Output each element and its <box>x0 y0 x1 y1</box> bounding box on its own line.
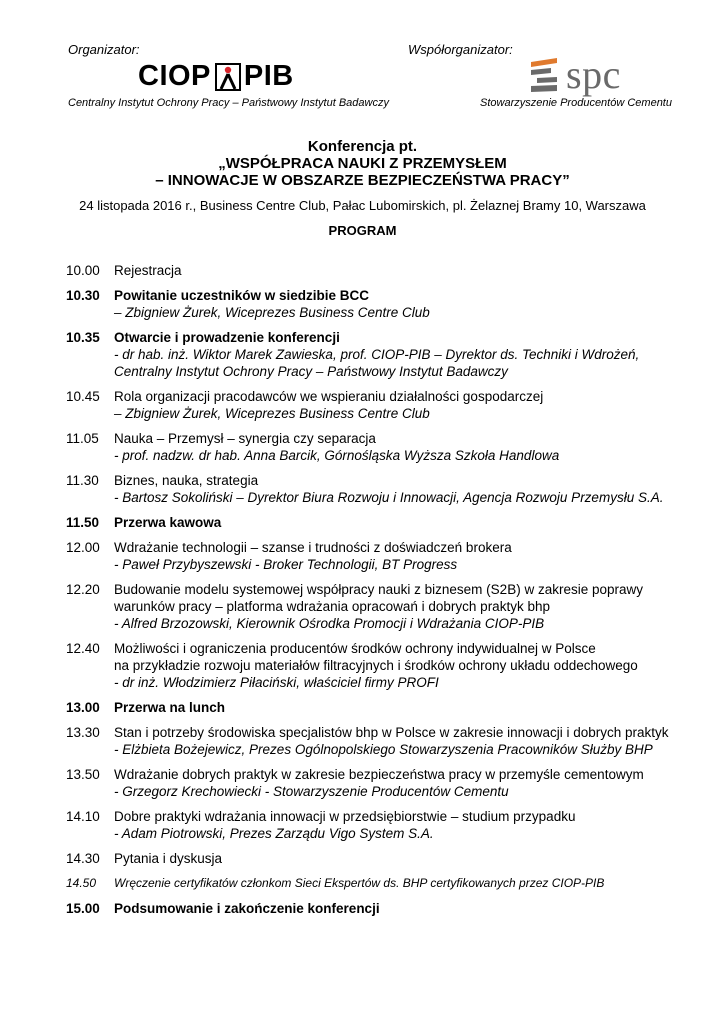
agenda-time: 10.45 <box>66 389 100 404</box>
ciop-person-icon <box>215 63 241 91</box>
agenda-item <box>66 581 686 632</box>
organizer-label: Organizator: <box>68 42 140 57</box>
agenda-item <box>66 514 686 531</box>
agenda-body <box>114 900 686 917</box>
agenda-topic: Biznes, nauka, strategia <box>114 473 259 488</box>
coorganizer-label: Współorganizator: <box>408 42 513 57</box>
agenda-speaker: - prof. nadzw. dr hab. Anna Barcik, Górnośląska Wyższa Szkoła Handlowa <box>114 448 560 463</box>
agenda-item <box>66 699 686 716</box>
agenda-speaker: - Adam Piotrowski, Prezes Zarządu Vigo System S.A. <box>114 826 434 841</box>
agenda-speaker: - dr inż. Włodzimierz Piłaciński, właściciel firmy PROFI <box>114 675 439 690</box>
agenda-time: 15.00 <box>66 901 100 916</box>
pib-logo-text: PIB <box>243 60 294 92</box>
agenda-item <box>66 640 686 691</box>
agenda-body <box>114 539 686 573</box>
agenda-speaker: - Bartosz Sokoliński – Dyrektor Biura Rozwoju i Innowacji, Agencja Rozwoju Przemysłu S.A. <box>114 490 664 505</box>
agenda-item <box>66 388 686 422</box>
agenda-item <box>66 472 686 506</box>
agenda-time: 10.00 <box>66 263 100 278</box>
agenda-item <box>66 430 686 464</box>
agenda-time: 11.05 <box>66 431 99 446</box>
agenda-body <box>114 472 686 506</box>
agenda-topic: Powitanie uczestników w siedzibie BCC <box>114 288 370 303</box>
agenda-topic: Wdrażanie dobrych praktyk w zakresie bezpieczeństwa pracy w przemyśle cementowym <box>114 767 644 782</box>
agenda-body <box>114 875 686 892</box>
conference-title <box>0 138 725 189</box>
agenda-item <box>66 539 686 573</box>
agenda-time: 11.50 <box>66 515 100 530</box>
agenda-speaker: - Grzegorz Krechowiecki - Stowarzyszenie Producentów Cementu <box>114 784 509 799</box>
agenda-time: 10.30 <box>66 288 100 303</box>
agenda-item <box>66 850 686 867</box>
agenda-topic: Wręczenie certyfikatów członkom Sieci Ekspertów ds. BHP certyfikowanych przez CIOP-PIB <box>114 876 605 890</box>
agenda-item <box>66 875 686 892</box>
spc-logo <box>527 52 621 97</box>
agenda-body <box>114 430 686 464</box>
agenda-topic: Dobre praktyki wdrażania innowacji w przedsiębiorstwie – studium przypadku <box>114 809 576 824</box>
agenda-body <box>114 766 686 800</box>
agenda-time: 12.40 <box>66 641 100 656</box>
agenda-topic: Pytania i dyskusja <box>114 851 223 866</box>
agenda-item <box>66 900 686 917</box>
agenda-list <box>66 262 686 925</box>
agenda-item <box>66 262 686 279</box>
agenda-body <box>114 262 686 279</box>
agenda-time: 11.30 <box>66 473 99 488</box>
agenda-topic: na przykładzie rozwoju materiałów filtracyjnych i środków ochrony układu oddechowego <box>114 658 638 673</box>
agenda-body <box>114 850 686 867</box>
agenda-body <box>114 514 686 531</box>
agenda-speaker: - Alfred Brzozowski, Kierownik Ośrodka Promocji i Wdrażania CIOP-PIB <box>114 616 545 631</box>
agenda-speaker: - dr hab. inż. Wiktor Marek Zawieska, prof. CIOP-PIB – Dyrektor ds. Techniki i Wdrożeń, <box>114 347 640 362</box>
agenda-speaker: – Zbigniew Żurek, Wiceprezes Business Centre Club <box>114 305 430 320</box>
agenda-topic: Nauka – Przemysł – synergia czy separacja <box>114 431 376 446</box>
agenda-speaker: – Zbigniew Żurek, Wiceprezes Business Centre Club <box>114 406 430 421</box>
agenda-topic: Stan i potrzeby środowiska specjalistów bhp w Polsce w zakresie innowacji i dobrych praktyk <box>114 725 669 740</box>
agenda-item <box>66 724 686 758</box>
agenda-topic: Otwarcie i prowadzenie konferencji <box>114 330 340 345</box>
agenda-topic: Możliwości i ograniczenia producentów środków ochrony indywidualnej w Polsce <box>114 641 596 656</box>
spc-logo-text: spc <box>566 52 621 97</box>
agenda-time: 13.30 <box>66 725 100 740</box>
agenda-speaker: - Paweł Przybyszewski - Broker Technologii, BT Progress <box>114 557 458 572</box>
agenda-item <box>66 287 686 321</box>
agenda-speaker: - Elżbieta Bożejewicz, Prezes Ogólnopolskiego Stowarzyszenia Pracowników Służby BHP <box>114 742 653 757</box>
agenda-time: 14.30 <box>66 851 100 866</box>
agenda-topic: Przerwa na lunch <box>114 700 226 715</box>
program-heading: PROGRAM <box>328 223 397 238</box>
agenda-body <box>114 329 686 380</box>
agenda-topic: Wdrażanie technologii – szanse i trudności z doświadczeń brokera <box>114 540 512 555</box>
agenda-body <box>114 287 686 321</box>
agenda-time: 14.10 <box>66 809 100 824</box>
agenda-item <box>66 766 686 800</box>
date-location: 24 listopada 2016 r., Business Centre Club, Pałac Lubomirskich, pl. Żelaznej Bramy 10, Warszawa <box>79 198 646 213</box>
agenda-time: 13.00 <box>66 700 100 715</box>
agenda-body <box>114 581 686 632</box>
agenda-topic: Przerwa kawowa <box>114 515 222 530</box>
agenda-body <box>114 808 686 842</box>
spc-stack-icon <box>527 56 563 94</box>
agenda-topic: Rola organizacji pracodawców we wspieraniu działalności gospodarczej <box>114 389 544 404</box>
title-line: Konferencja pt. <box>307 138 418 155</box>
agenda-item <box>66 329 686 380</box>
agenda-body <box>114 724 686 758</box>
coorganizer-full-name: Stowarzyszenie Producentów Cementu <box>480 97 672 109</box>
ciop-pib-logo <box>138 62 294 91</box>
agenda-body <box>114 640 686 691</box>
agenda-topic: Podsumowanie i zakończenie konferencji <box>114 901 380 916</box>
agenda-time: 14.50 <box>66 876 97 890</box>
agenda-speaker: Centralny Instytut Ochrony Pracy – Państwowy Instytut Badawczy <box>114 364 508 379</box>
agenda-topic: warunków pracy – platforma wdrażania opracowań i dobrych praktyk bhp <box>114 599 550 614</box>
agenda-time: 12.20 <box>66 582 100 597</box>
agenda-time: 12.00 <box>66 540 100 555</box>
agenda-body <box>114 388 686 422</box>
ciop-logo-text: CIOP <box>138 60 211 92</box>
title-line: „WSPÓŁPRACA NAUKI Z PRZEMYSŁEM <box>218 155 507 172</box>
organizer-full-name: Centralny Instytut Ochrony Pracy – Państwowy Instytut Badawczy <box>68 97 389 109</box>
agenda-topic: Rejestracja <box>114 263 182 278</box>
agenda-time: 13.50 <box>66 767 100 782</box>
title-line: – INNOWACJE W OBSZARZE BEZPIECZEŃSTWA PRACY” <box>155 172 570 189</box>
agenda-item <box>66 808 686 842</box>
agenda-time: 10.35 <box>66 330 100 345</box>
agenda-topic: Budowanie modelu systemowej współpracy nauki z biznesem (S2B) w zakresie poprawy <box>114 582 643 597</box>
agenda-body <box>114 699 686 716</box>
